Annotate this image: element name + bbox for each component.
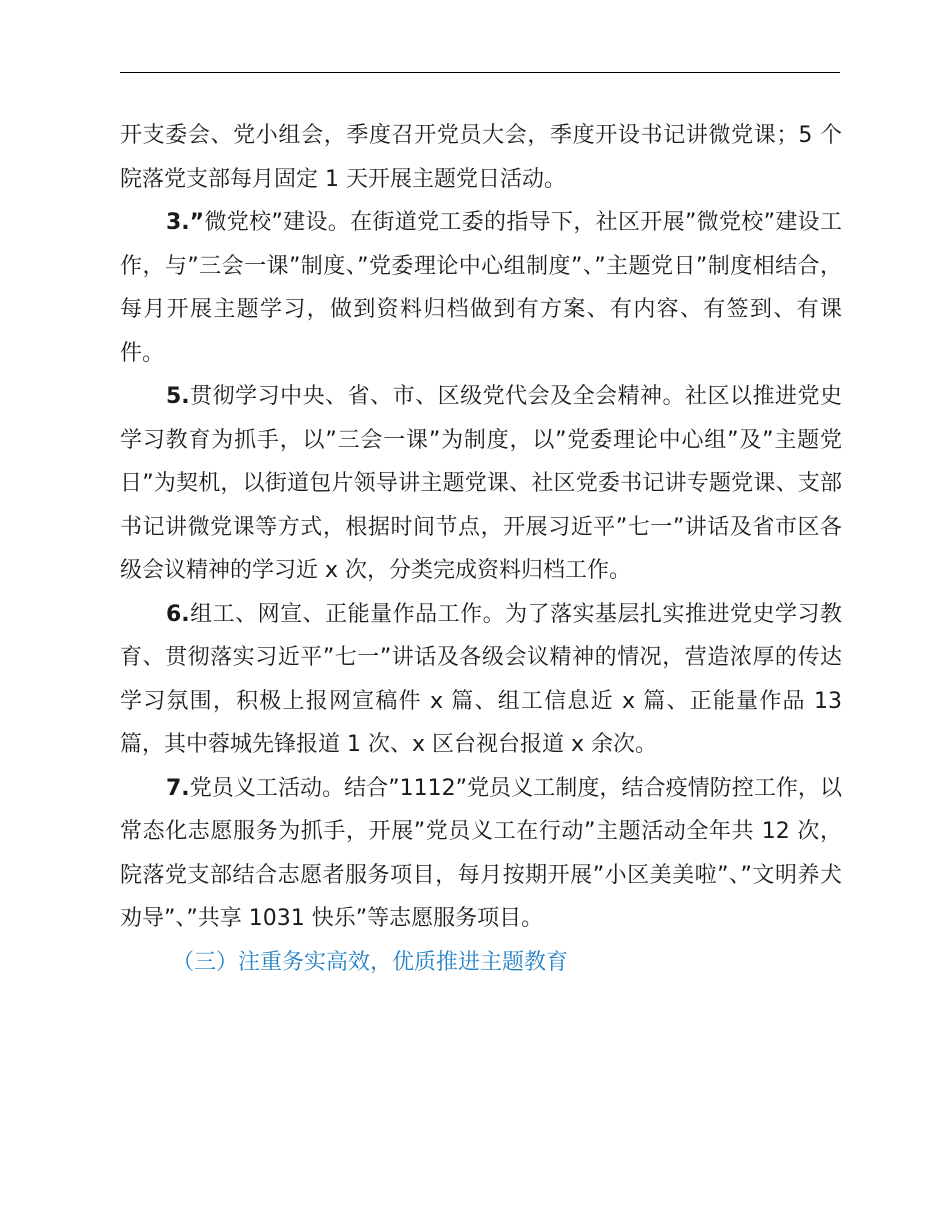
item-number: 7. (166, 775, 190, 801)
section-heading: （三）注重务实高效，优质推进主题教育 (172, 949, 569, 975)
paragraph-item-7 (120, 767, 842, 941)
paragraph-text: 组工、网宣、正能量作品工作。为了落实基层扎实推进党史学习教育、贯彻落实习近平”七一”讲话及各级会议精神的情况，营造浓厚的传达学习氛围，积极上报网宣稿件 x 篇、组工信息近 x 篇、正能量作品 13 篇，其中蓉城先锋报道 1 次、x 区台视台报道 x 余次。 (120, 601, 842, 757)
document-body (120, 114, 842, 984)
paragraph-item-5 (120, 375, 842, 593)
item-number: 5. (166, 384, 190, 409)
item-number: 3.” (166, 210, 205, 235)
paragraph-item-6 (120, 593, 842, 767)
paragraph-text: 微党校”建设。在街道党工委的指导下，社区开展”微党校”建设工作，与”三会一课”制度、”党委理论中心组制度”、”主题党日”制度相结合，每月开展主题学习，做到资料归档做到有方案、有内容、有签到、有课件。 (120, 210, 842, 366)
paragraph-text: 贯彻学习中央、省、市、区级党代会及全会精神。社区以推进党史学习教育为抓手，以”三会一课”为制度，以”党委理论中心组”及”主题党日”为契机，以街道包片领导讲主题党课、社区党委书记讲专题党课、支部书记讲微党课等方式，根据时间节点，开展习近平”七一”讲话及省市区各级会议精神的学习近 x 次，分类完成资料归档工作。 (120, 384, 842, 583)
item-number: 6. (166, 601, 190, 627)
paragraph-text: 党员义工活动。结合”1112”党员义工制度，结合疫情防控工作，以常态化志愿服务为抓手，开展”党员义工在行动”主题活动全年共 12 次，院落党支部结合志愿者服务项目，每月按期开展”小区美美啦”、”文明养犬劝导”、”共享 1031 快乐”等志愿服务项目。 (120, 775, 842, 931)
paragraph-continuation (120, 114, 842, 201)
header-rule (120, 72, 840, 73)
paragraph-item-3 (120, 201, 842, 375)
paragraph-text: 开支委会、党小组会，季度召开党员大会，季度开设书记讲微党课；5 个院落党支部每月固定 1 天开展主题党日活动。 (120, 123, 842, 192)
